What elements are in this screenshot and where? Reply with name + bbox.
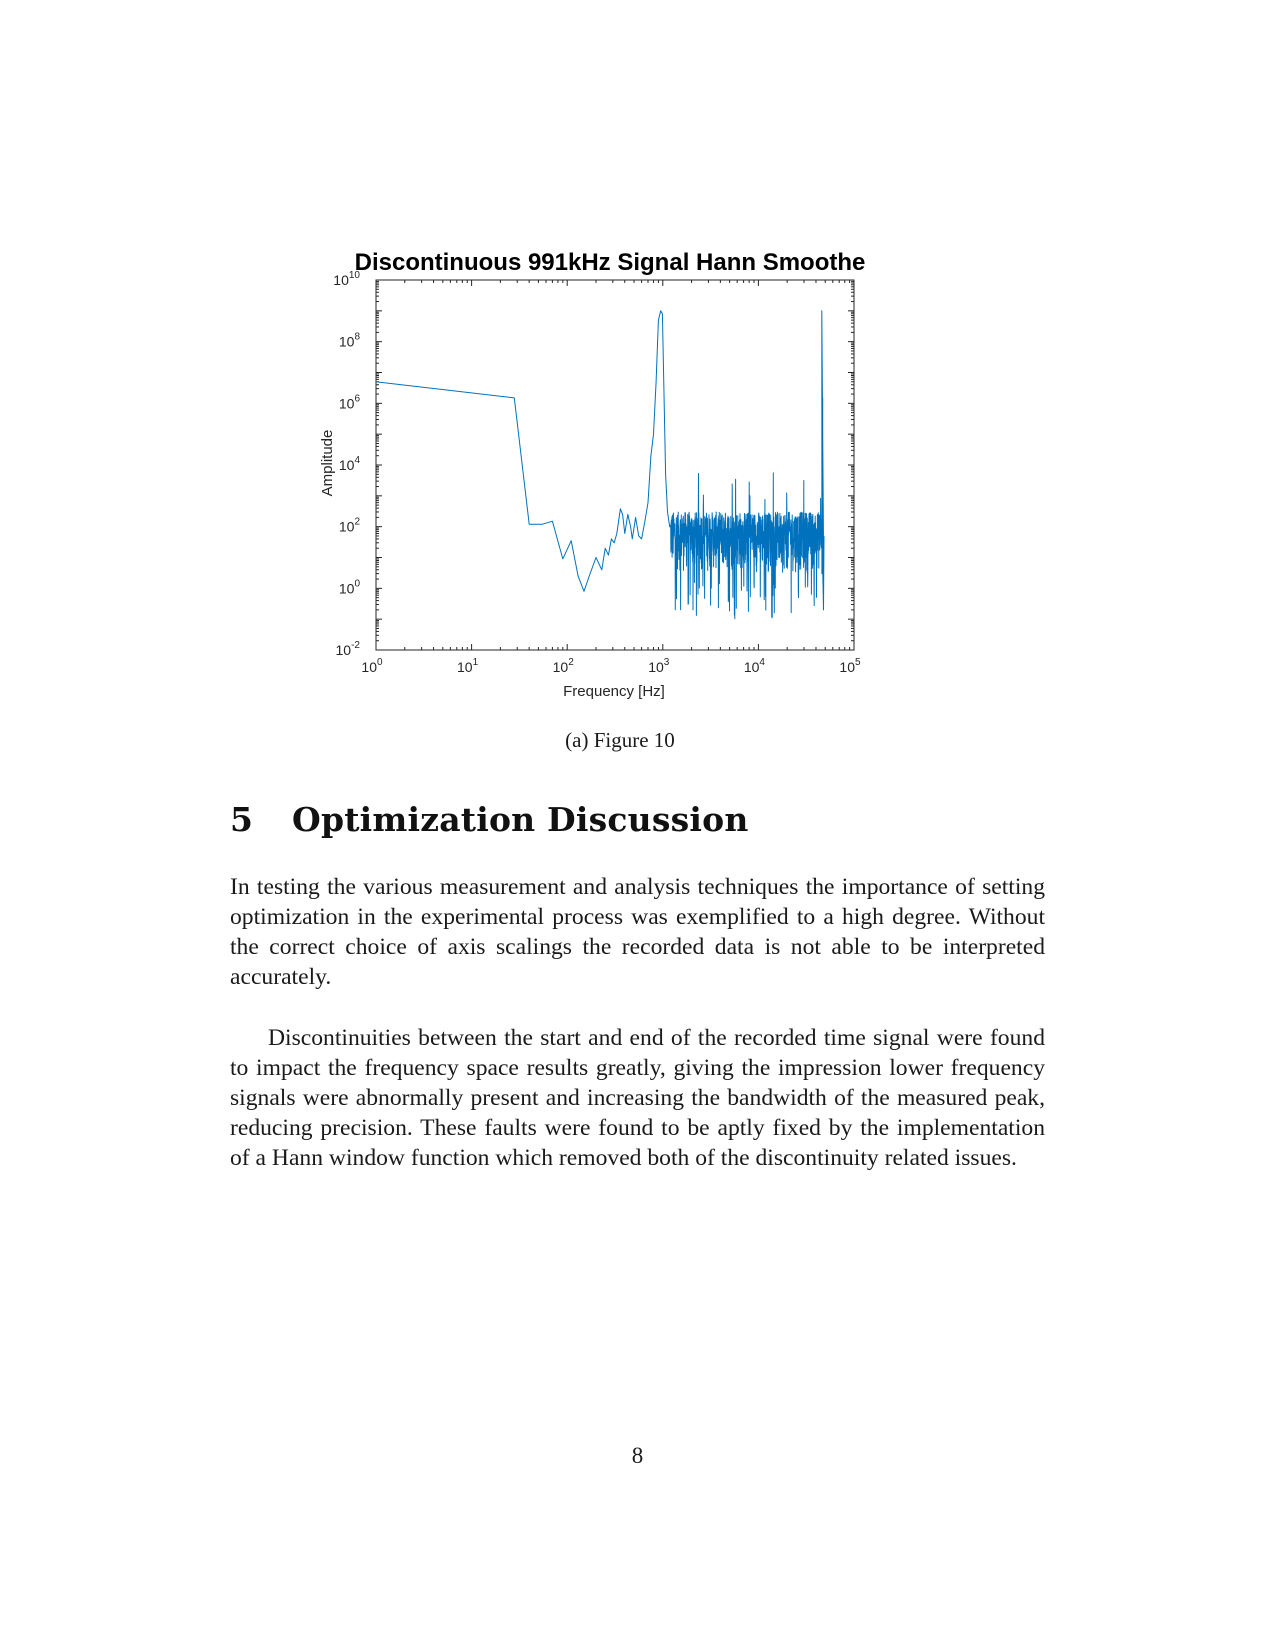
x-tick-label: $10^3$ <box>648 657 670 675</box>
section-heading <box>230 800 749 839</box>
y-tick-label: $10^2$ <box>338 516 360 535</box>
y-tick-label: $10^6$ <box>338 393 360 412</box>
y-tick-label: $10^0$ <box>338 578 360 597</box>
page-number: 8 <box>631 1443 644 1468</box>
chart-title: Discontinuous 991kHz Signal Hann Smoothe <box>354 249 866 276</box>
x-tick-label: $10^4$ <box>743 657 765 675</box>
plot-frame <box>376 280 854 650</box>
y-tick-label: $10^{-2}$ <box>335 640 360 658</box>
y-tick-label: $10^4$ <box>338 455 360 473</box>
y-tick-label: $10^{10}$ <box>333 270 360 288</box>
plot-area <box>333 270 861 675</box>
x-tick-label: $10^0$ <box>361 657 383 675</box>
section-title: Optimization Discussion <box>292 800 749 839</box>
paragraph: Discontinuities between the start and end of the recorded time signal were found to impact the frequency space results greatly, giving the impression lower frequency signals were abnormally present and increasing the bandwidth of the measured peak, reducing precision. These faults were found to be aptly fixed by the implementation of a Hann window function which removed both of the discontinuity related issues. <box>230 1025 1045 1171</box>
x-tick-label: $10^5$ <box>839 657 861 675</box>
figure <box>310 250 930 760</box>
paragraph: In testing the various measurement and analysis techniques the importance of setting optimization in the experimental process was exemplified to a high degree. Without the correct choice of axis scalings the recorded data is not able to be interpreted accurately. <box>230 874 1045 990</box>
y-tick-label: $10^8$ <box>338 331 360 350</box>
section-number: 5 <box>230 800 254 839</box>
spectrum-chart <box>310 250 930 740</box>
x-tick-label: $10^2$ <box>552 657 574 675</box>
x-axis-label: Frequency [Hz] <box>563 683 665 700</box>
x-tick-label: $10^1$ <box>457 657 479 675</box>
y-axis-label: Amplitude <box>319 429 336 497</box>
figure-caption: (a) Figure 10 <box>565 728 675 752</box>
